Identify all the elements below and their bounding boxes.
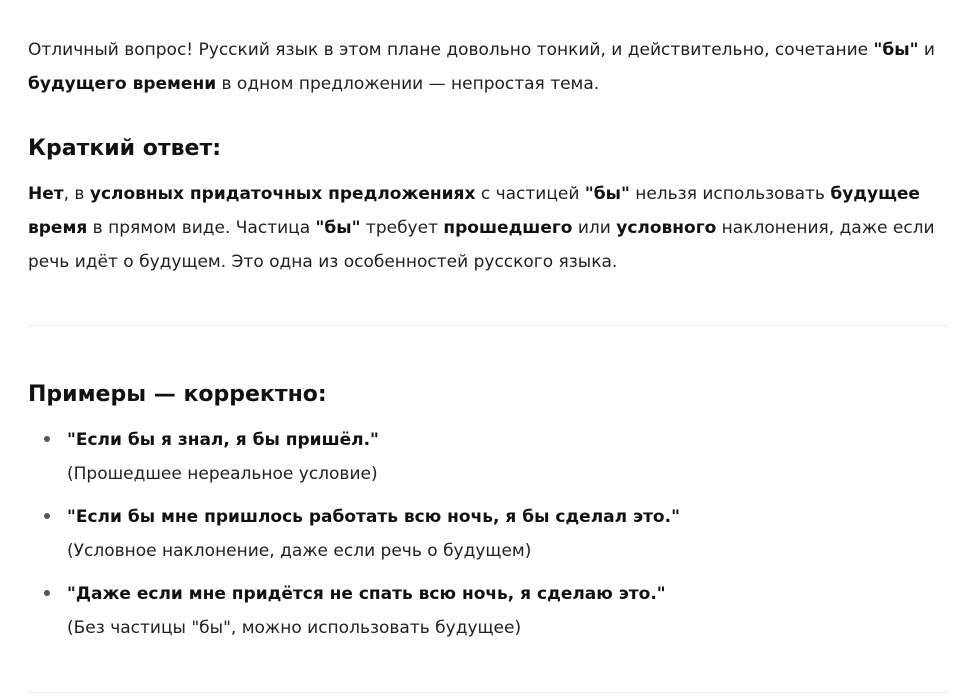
list-item xyxy=(28,500,948,568)
example-note: (Прошедшее нереальное условие) xyxy=(67,464,378,484)
intro-paragraph xyxy=(28,33,948,101)
short-text: нельзя использовать xyxy=(629,184,831,204)
examples-heading: Примеры — корректно: xyxy=(28,382,327,407)
bullet-icon xyxy=(44,590,50,596)
divider xyxy=(28,692,948,693)
short-text: с частицей xyxy=(475,184,585,204)
list-item xyxy=(28,577,948,645)
short-answer-heading: Краткий ответ: xyxy=(28,136,222,161)
short-text: в прямом виде. Частица xyxy=(87,218,316,238)
short-answer-paragraph xyxy=(28,177,948,279)
list-item xyxy=(28,423,948,491)
short-text: или xyxy=(572,218,617,238)
short-bold: условных придаточных предложениях xyxy=(89,184,476,204)
intro-text: Отличный вопрос! Русский язык в этом плане довольно тонкий, и действительно, сочетание xyxy=(28,40,874,60)
short-bold: будущее время xyxy=(28,184,920,238)
intro-text: в одном предложении — непростая тема. xyxy=(216,74,600,94)
example-quote: "Если бы я знал, я бы пришёл." xyxy=(67,430,379,450)
intro-bold: будущего времени xyxy=(28,74,217,94)
intro-bold: "бы" xyxy=(873,40,919,60)
bullet-icon xyxy=(44,436,50,442)
short-bold: условного xyxy=(616,218,717,238)
intro-text: и xyxy=(918,40,935,60)
examples-list xyxy=(28,423,948,654)
short-bold: прошедшего xyxy=(443,218,573,238)
short-bold: "бы" xyxy=(584,184,630,204)
bullet-icon xyxy=(44,513,50,519)
short-bold: Нет xyxy=(28,184,64,204)
short-text: требует xyxy=(360,218,444,238)
short-text: , в xyxy=(63,184,90,204)
short-text: наклонения, даже если речь идёт о будущем. Это одна из особенностей русского языка. xyxy=(28,218,935,272)
example-quote: "Если бы мне пришлось работать всю ночь, я бы сделал это." xyxy=(67,507,680,527)
example-note: (Условное наклонение, даже если речь о будущем) xyxy=(67,541,532,561)
short-bold: "бы" xyxy=(315,218,361,238)
divider xyxy=(28,325,948,326)
example-note: (Без частицы "бы", можно использовать будущее) xyxy=(67,618,522,638)
example-quote: "Даже если мне придётся не спать всю ночь, я сделаю это." xyxy=(67,584,666,604)
